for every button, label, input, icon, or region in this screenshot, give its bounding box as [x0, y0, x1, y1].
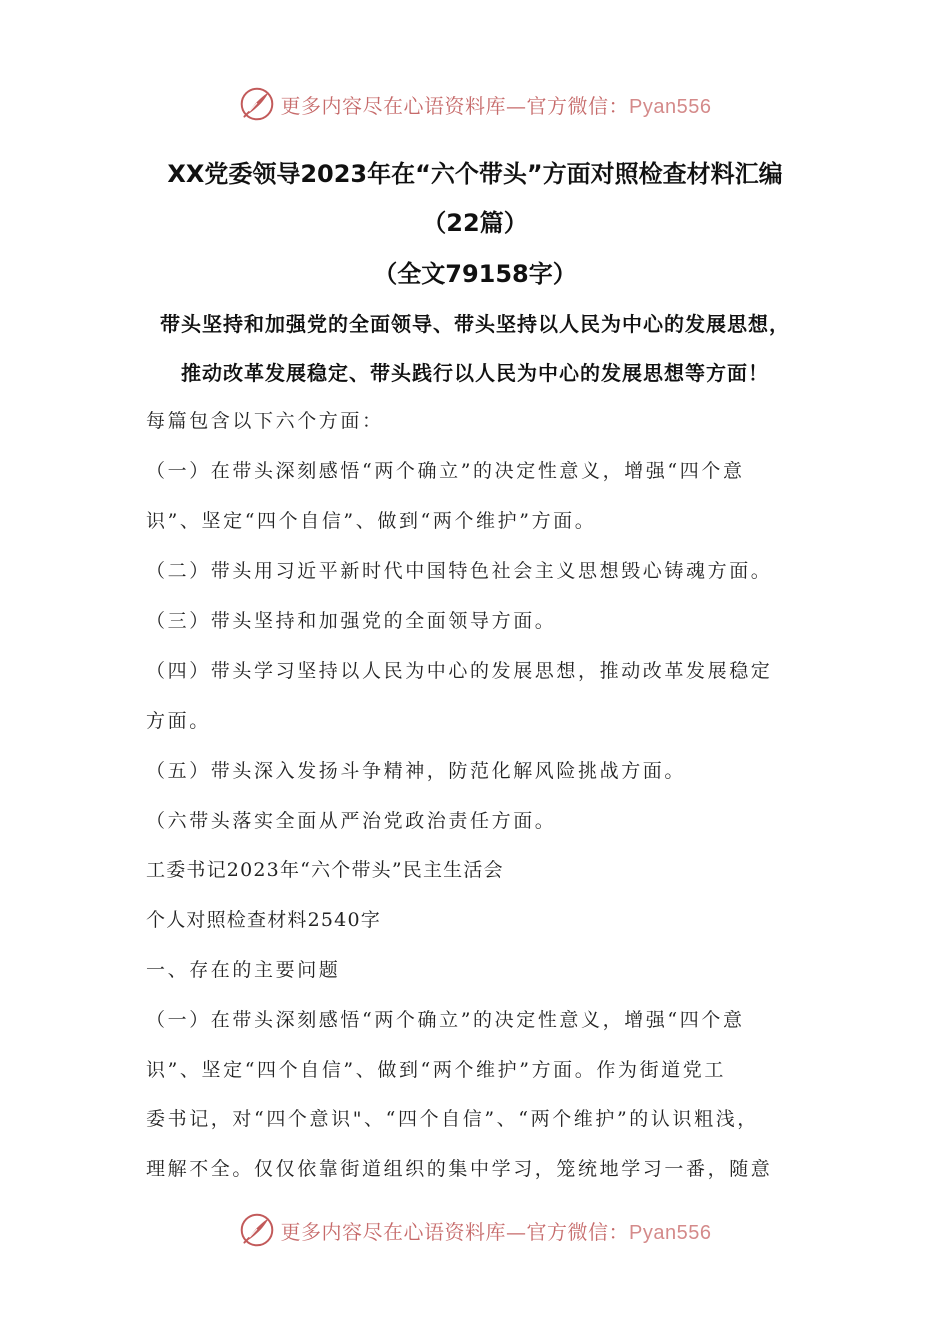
body-line: 理解不全。仅仅依靠街道组织的集中学习，笼统地学习一番，随意 [146, 1158, 773, 1180]
quill-logo-icon [239, 86, 275, 122]
watermark-header [0, 82, 950, 126]
quill-logo-icon [239, 1212, 275, 1248]
watermark-footer [0, 1208, 950, 1252]
document-title: XX党委领导2023年在“六个带头”方面对照检查材料汇编 [167, 160, 783, 188]
body-line: （六带头落实全面从严治党政治责任方面。 [146, 810, 557, 832]
body-line: 识”、坚定“四个自信”、做到“两个维护”方面。作为街道党工 [146, 1059, 726, 1081]
section-heading: 个人对照检查材料2540字 [146, 909, 381, 931]
document-subtitle-line: 带头坚持和加强党的全面领导、带头坚持以人民为中心的发展思想， [160, 312, 790, 336]
body-line: （三）带头坚持和加强党的全面领导方面。 [146, 610, 557, 632]
body-line: 委书记，对“四个意识"、“四个自信”、“两个维护”的认识粗浅， [146, 1108, 759, 1130]
watermark-text: 更多内容尽在心语资料库—官方微信：Pyan556 [280, 1219, 712, 1244]
body-line: （五）带头深入发扬斗争精神，防范化解风险挑战方面。 [146, 760, 687, 782]
document-wordcount: （全文79158字） [373, 260, 577, 288]
watermark-handle: Pyan556 [629, 1221, 712, 1244]
document-count: （22篇） [422, 209, 528, 237]
body-line: （一）在带头深刻感悟“两个确立”的决定性意义，增强“四个意 [146, 460, 745, 482]
watermark-text: 更多内容尽在心语资料库—官方微信：Pyan556 [280, 93, 712, 118]
body-line: 方面。 [146, 710, 211, 732]
body-line: （四）带头学习坚持以人民为中心的发展思想，推动改革发展稳定 [146, 660, 773, 682]
body-line: （一）在带头深刻感悟“两个确立”的决定性意义，增强“四个意 [146, 1009, 745, 1031]
body-line: 每篇包含以下六个方面： [146, 410, 384, 432]
section-heading: 一、存在的主要问题 [146, 959, 341, 981]
body-line: （二）带头用习近平新时代中国特色社会主义思想毁心铸魂方面。 [146, 560, 773, 582]
section-heading: 工委书记2023年“六个带头”民主生活会 [146, 859, 504, 881]
watermark-handle: Pyan556 [629, 95, 712, 118]
body-line: 识”、坚定“四个自信”、做到“两个维护”方面。 [146, 510, 597, 532]
document-subtitle-line: 推动改革发展稳定、带头践行以人民为中心的发展思想等方面！ [181, 361, 769, 385]
